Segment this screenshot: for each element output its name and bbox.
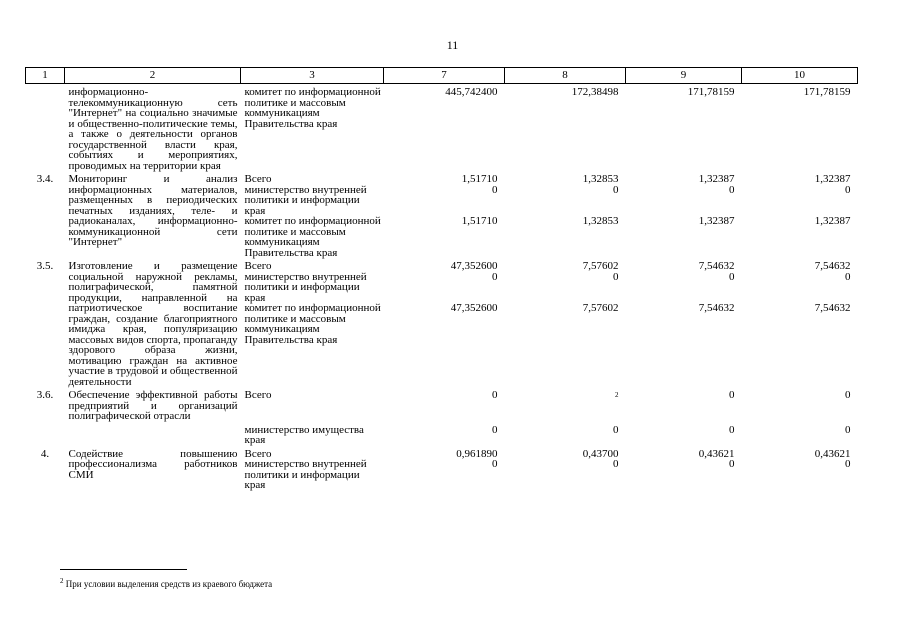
executor-name: комитет по информационной политике и массовым коммуникациям Правительства края [244,302,381,346]
row-number: 3.6. [36,389,54,401]
value-cell-v9 [626,258,742,387]
value-v9: 7,54632 [698,302,735,314]
column-header: 10 [742,68,858,84]
row-description: Мониторинг и анализ информационных материалов, размещенных в периодических печатных изданиях, теле- и радиоканалах, информационно-коммуникационной сети "Интернет" [68,173,238,248]
value-v8: 172,38498 [571,86,619,98]
value-v9: 0 [729,183,735,196]
value-v7: 0 [492,458,498,470]
value-cell-v7 [384,387,505,422]
value-v10: 7,54632 [814,302,851,314]
value-cell-v9 [626,387,742,422]
executor-name: министерство внутренней политики и информации края [244,458,367,491]
value-cell-v10 [742,387,858,422]
value-v10: 1,32387 [814,215,851,227]
column-header: 8 [505,68,626,84]
table-row [26,446,858,491]
value-v9: 0 [729,389,735,401]
row-number: 3.5. [36,260,54,272]
table-row [26,387,858,422]
value-v7: 0,961890 [456,447,498,460]
value-v9: 171,78159 [687,86,735,98]
value-v8: 0 [613,423,619,436]
executor-name: министерство внутренней политики и информации края [244,183,367,217]
value-v10: 7,54632 [814,260,851,272]
value-v8: 0 [613,458,619,470]
value-cell-v8 [505,171,626,258]
value-cell-v8 [505,446,626,491]
executor-name: комитет по информационной политике и массовым коммуникациям Правительства края [244,86,381,130]
value-v10: 171,78159 [803,86,851,98]
value-v8: 7,57602 [582,260,619,272]
executor-cell [241,258,384,387]
value-cell-v10 [742,258,858,387]
executor-name: министерство внутренней политики и информации края [244,270,367,304]
column-header: 3 [241,68,384,84]
executor-name: министерство имущества края [244,423,364,446]
value-v10: 0 [845,423,851,436]
table-header-row [26,68,858,84]
row-number [26,422,65,446]
executor-cell [241,171,384,258]
value-v7: 1,51710 [461,173,498,185]
table-row [26,258,858,387]
row-description: Изготовление и размещение социальной наружной рекламы, полиграфической, памятной продукции, направленной на патриотическое воспитание граждан, создание благоприятного имиджа края, популяризацию массовых видов спорта, пропаганду здорового образа жизни, мотивацию граждан на активное участие в трудовой и общественной деятельности [68,260,238,388]
executor-cell [241,422,384,446]
value-cell-v7 [384,422,505,446]
executor-name: Всего [244,173,272,185]
column-header: 2 [65,68,241,84]
value-v8: 1,32853 [582,215,619,227]
value-cell-v10 [742,171,858,258]
value-v9: 0 [729,423,735,436]
row-description: Содействие повышению профессионализма работников СМИ [68,447,238,481]
value-cell-v10 [742,422,858,446]
value-v9: 1,32387 [698,215,735,227]
value-v9: 0 [729,458,735,470]
executor-name: комитет по информационной политике и массовым коммуникациям Правительства края [244,215,381,259]
value-cell-v8 [505,258,626,387]
page-number: 11 [446,38,459,52]
budget-table [25,67,858,491]
value-v8 [507,390,619,401]
value-v10: 0 [845,270,851,283]
row-description: Обеспечение эффективной работы предприятий и организаций полиграфической отрасли [68,389,238,422]
value-v8: 0 [613,270,619,283]
executor-cell [241,387,384,422]
value-cell-v9 [626,171,742,258]
value-cell-v9 [626,422,742,446]
value-v7: 1,51710 [461,215,498,227]
executor-name: Всего [244,260,272,272]
value-cell-v8 [505,84,626,172]
value-v7: 47,352600 [450,260,498,272]
value-v10: 0 [845,389,851,401]
value-cell-v7 [384,258,505,387]
value-v10: 1,32387 [814,173,851,185]
executor-cell [241,446,384,491]
value-v10: 0,43621 [814,447,851,460]
value-v9: 0,43621 [698,447,735,460]
value-v8: 1,32853 [582,173,619,185]
value-cell-v10 [742,446,858,491]
row-description [65,422,241,446]
row-number: 4. [40,447,50,460]
footnote-mark: 2 [60,577,64,585]
column-header: 7 [384,68,505,84]
executor-name: Всего [244,389,272,401]
value-v9: 0 [729,270,735,283]
value-v7: 0 [492,389,498,401]
row-number: 3.4. [36,173,54,185]
footnote-ref: 2 [615,391,619,399]
value-v7: 445,742400 [445,86,498,98]
value-v9: 1,32387 [698,173,735,185]
value-v7: 0 [492,270,498,283]
value-v8: 0,43700 [582,447,619,460]
executor-cell [241,84,384,172]
footnote-divider [60,569,187,570]
row-number [26,84,65,172]
value-cell-v8 [505,387,626,422]
footnote [60,577,272,589]
table-row [26,84,858,172]
value-cell-v8 [505,422,626,446]
executor-name: Всего [244,447,272,460]
value-v8: 0 [613,183,619,196]
column-header: 9 [626,68,742,84]
table-body [26,84,858,491]
value-v10: 0 [845,183,851,196]
value-cell-v7 [384,84,505,172]
row-description: информационно-телекоммуникационную сеть "Интернет" на социально значимые и общественно-политические темы, а также о деятельности органов государственной власти края, событиях и мероприятиях, проводимых на территории края [68,86,238,172]
value-cell-v7 [384,446,505,491]
value-cell-v9 [626,446,742,491]
value-v10: 0 [845,458,851,470]
value-v9: 7,54632 [698,260,735,272]
footnote-text: При условии выделения средств из краевого бюджета [63,579,273,589]
value-v8: 7,57602 [582,302,619,314]
value-cell-v10 [742,84,858,172]
value-v7: 0 [492,423,498,436]
value-cell-v7 [384,171,505,258]
table-row [26,171,858,258]
value-v7: 0 [492,183,498,196]
value-cell-v9 [626,84,742,172]
column-header: 1 [26,68,65,84]
table-row [26,422,858,446]
value-v7: 47,352600 [450,302,498,314]
